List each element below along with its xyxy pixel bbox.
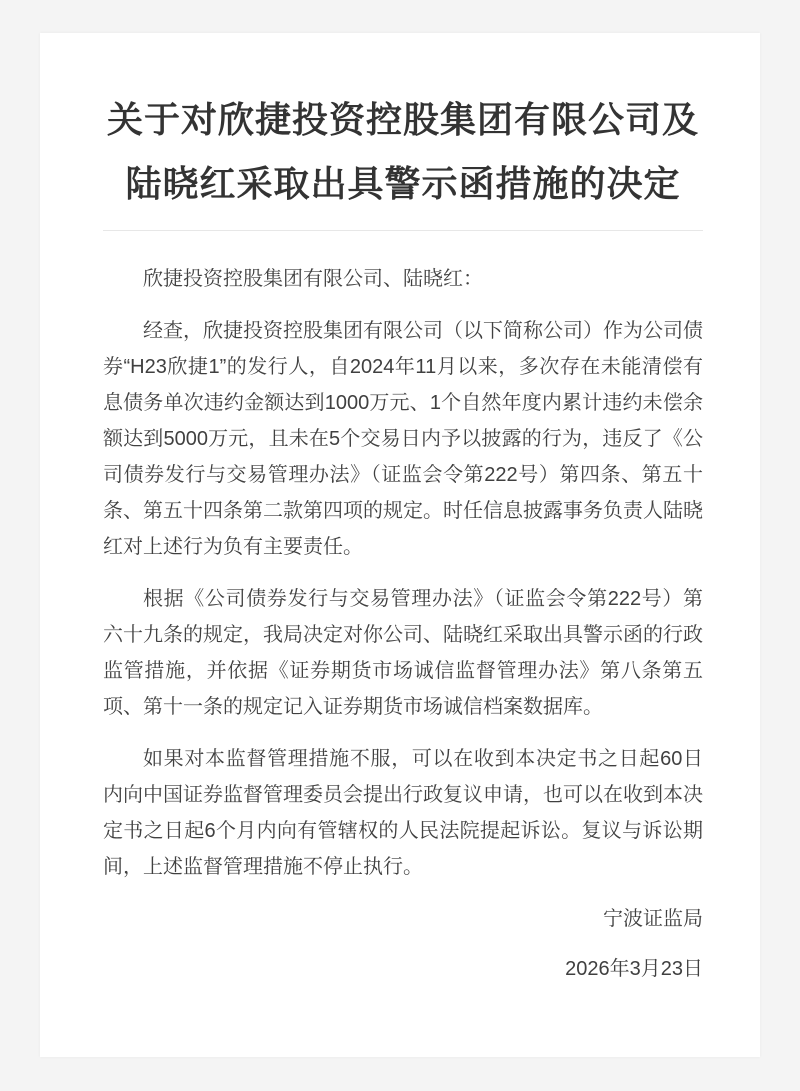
- document-title-line-2: 陆晓红采取出具警示函措施的决定: [125, 163, 681, 204]
- paragraph-appeal-rights: 如果对本监督管理措施不服，可以在收到本决定书之日起60日内向中国证券监督管理委员会提出行政复议申请，也可以在收到本决定书之日起6个月内向有管辖权的人民法院提起诉讼。复议与诉讼期间，上述监督管理措施不停止执行。: [103, 748, 703, 878]
- document-card: [40, 33, 760, 1057]
- document-body: [103, 231, 703, 987]
- document-title-line-1: 关于对欣捷投资控股集团有限公司及: [106, 99, 699, 140]
- paragraph-findings: 经查，欣捷投资控股集团有限公司（以下简称公司）作为公司债券“H23欣捷1”的发行人，自2024年11月以来，多次存在未能清偿有息债务单次违约金额达到1000万元、1个自然年度内累计违约未偿余额达到5000万元，且未在5个交易日内予以披露的行为，违反了《公司债券发行与交易管理办法》（证监会令第222号）第四条、第五十条、第五十四条第二款第四项的规定。时任信息披露事务负责人陆晓红对上述行为负有主要责任。: [103, 320, 703, 558]
- paragraph-decision: 根据《公司债券发行与交易管理办法》（证监会令第222号）第六十九条的规定，我局决定对你公司、陆晓红采取出具警示函的行政监管措施，并依据《证券期货市场诚信监督管理办法》第八条第五项、第十一条的规定记入证券期货市场诚信档案数据库。: [103, 588, 703, 718]
- issue-date: 2026年3月23日: [565, 958, 703, 980]
- salutation: 欣捷投资控股集团有限公司、陆晓红：: [143, 268, 483, 290]
- issuer-signature: 宁波证监局: [603, 908, 703, 930]
- document-title: [103, 88, 703, 216]
